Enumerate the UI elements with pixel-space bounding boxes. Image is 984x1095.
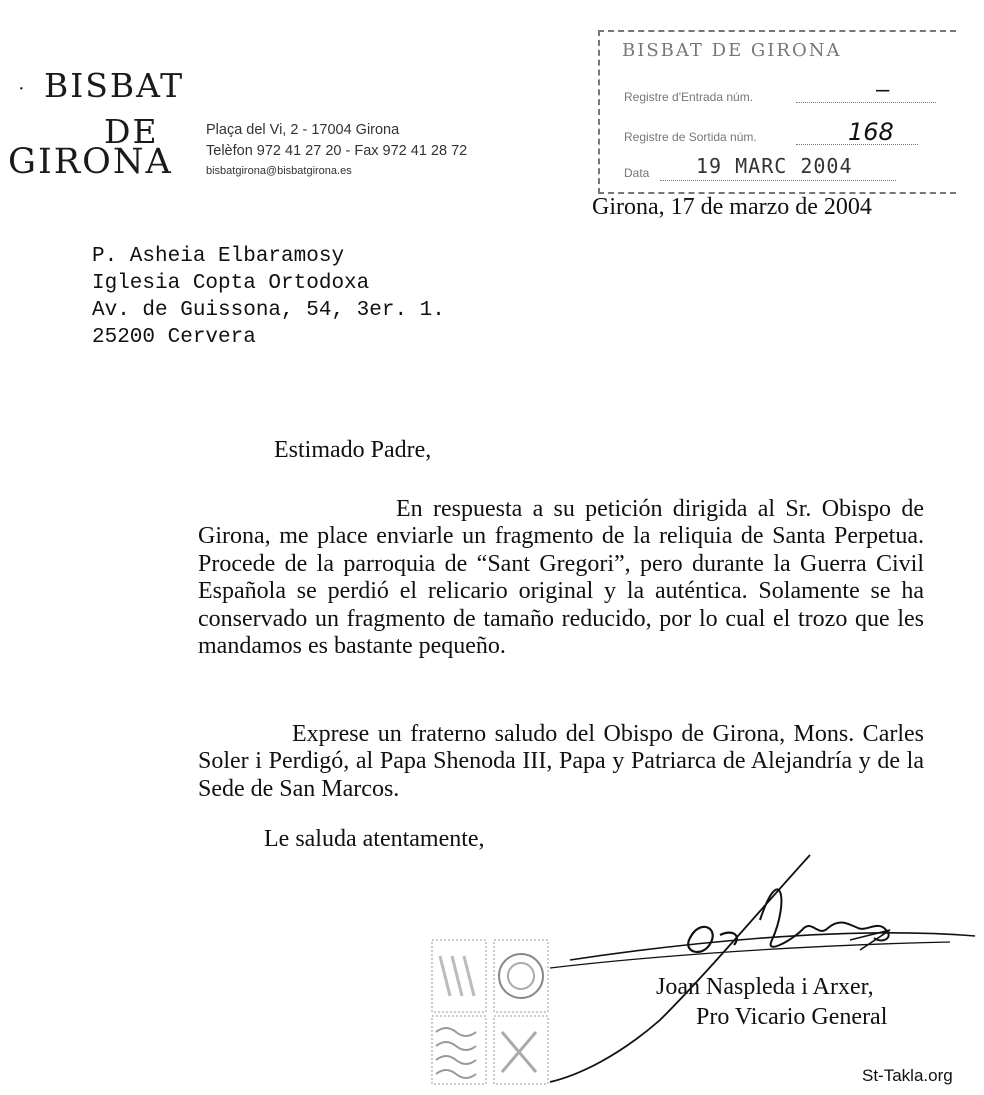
body-paragraph-1: En respuesta a su petición dirigida al Sr. Obispo de Girona, me place enviarle un fragmento de la reliquia de Santa Perpetua. Procede de la parroquia de “Sant Gregori”, pero durante la Guerra Civil Española se perdió el relicario original y la auténtica. Solamente se ha conservado un fragmento de tamaño reducido, por lo cual el trozo que les mandamos es bastante pequeño. — [198, 496, 924, 660]
signatory-title: Pro Vicario General — [696, 1004, 888, 1030]
stamp-entrada-line — [796, 102, 936, 103]
stamp-date-label: Data — [624, 166, 650, 180]
signatory-name: Joan Naspleda i Arxer, — [656, 974, 874, 1000]
letterhead-address: Plaça del Vi, 2 - 17004 Girona — [206, 122, 400, 138]
letterhead-bisbat: BISBAT — [44, 66, 185, 105]
salutation: Estimado Padre, — [274, 437, 432, 463]
stamp-entrada-value: – — [876, 76, 890, 103]
stamp-entrada-label: Registre d'Entrada núm. — [624, 90, 754, 104]
letterhead-dot: · — [18, 78, 25, 100]
letterhead-email: bisbatgirona@bisbatgirona.es — [206, 165, 352, 177]
recipient-line-4: 25200 Cervera — [92, 326, 256, 349]
stamp-date-line — [660, 180, 896, 181]
stamp-date-value: 19 MARC 2004 — [696, 154, 853, 178]
watermark: St-Takla.org — [862, 1066, 953, 1085]
recipient-line-2: Iglesia Copta Ortodoxa — [92, 272, 370, 295]
letterhead-phone: Telèfon 972 41 27 20 - Fax 972 41 28 72 — [206, 143, 468, 159]
handwritten-signature — [510, 850, 980, 1090]
body-paragraph-2: Exprese un fraterno saludo del Obispo de Girona, Mons. Carles Soler i Perdigó, al Papa Shenoda III, Papa y Patriarca de Alejandría y de la Sede de San Marcos. — [198, 721, 924, 802]
stamp-sortida-value: 168 — [848, 118, 894, 146]
letterhead-girona: GIRONA — [8, 142, 173, 182]
registry-stamp — [598, 30, 956, 194]
stamp-sortida-label: Registre de Sortida núm. — [624, 130, 757, 144]
recipient-line-3: Av. de Guissona, 54, 3er. 1. — [92, 299, 445, 322]
letter-date: Girona, 17 de marzo de 2004 — [592, 194, 872, 220]
recipient-line-1: P. Asheia Elbaramosy — [92, 245, 345, 268]
closing: Le saluda atentamente, — [264, 826, 485, 852]
letterhead-de: DE — [104, 112, 159, 151]
stamp-title: BISBAT DE GIRONA — [622, 40, 842, 61]
